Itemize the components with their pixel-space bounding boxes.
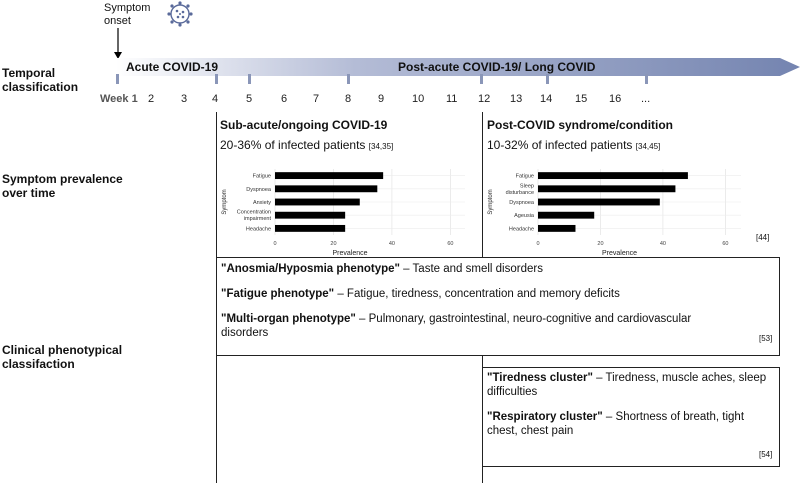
tick-week-14 <box>546 74 549 84</box>
y-label-headache: Headache <box>245 226 271 233</box>
post-acute-covid-label: Post-acute COVID-19/ Long COVID <box>398 60 596 74</box>
subacute-title: Sub-acute/ongoing COVID-19 <box>220 118 388 132</box>
chart-ref: [44] <box>756 233 770 242</box>
bar-dyspnoea <box>275 185 377 192</box>
tick-week-8 <box>347 74 350 84</box>
week-label-6: 6 <box>281 93 288 105</box>
week-label-1: Week 1 <box>100 93 138 105</box>
tick-week-17 <box>645 74 648 84</box>
bar-headache <box>538 225 575 232</box>
x-axis-label: Prevalence <box>332 250 368 257</box>
postcovid-ref: [34,45] <box>635 142 661 151</box>
x-tick-0: 0 <box>273 241 277 247</box>
respiratory-cluster <box>487 410 772 438</box>
y-label-dyspnoea: Dyspnoea <box>509 200 534 206</box>
timeline-ticks <box>0 74 800 88</box>
respiratory-title: "Respiratory cluster" <box>487 411 603 423</box>
week-label-17: ... <box>641 93 651 105</box>
week-label-11: 11 <box>446 93 458 105</box>
bar-anxiety <box>275 199 360 206</box>
tiredness-title: "Tiredness cluster" <box>487 372 593 384</box>
x-tick-0: 0 <box>536 241 540 247</box>
x-tick-20: 20 <box>330 241 337 247</box>
week-label-2: 2 <box>148 93 155 105</box>
postcovid-title: Post-COVID syndrome/condition <box>487 118 674 132</box>
phenotype-box <box>216 257 780 356</box>
bar-headache <box>275 225 345 232</box>
x-tick-60: 60 <box>447 241 454 247</box>
postcovid-symptom-chart <box>486 165 746 257</box>
y-label-dyspnoea: Dyspnoea <box>246 186 271 193</box>
week-label-15: 15 <box>575 93 588 105</box>
subacute-symptom-chart <box>220 165 470 257</box>
subacute-prevalence <box>220 138 393 152</box>
temporal-classification-label: Temporal classification <box>2 66 79 94</box>
y-label-sleep-disturbance: Sleep disturbance <box>505 183 534 196</box>
subacute-ref: [34,35] <box>368 142 394 151</box>
cluster-ref: [54] <box>759 450 773 459</box>
y-axis-label: Symptom <box>488 189 494 215</box>
subacute-prevalence-text: 20-36% of infected patients <box>220 138 366 152</box>
y-label-headache: Headache <box>508 226 534 233</box>
fatigue-desc: – Fatigue, tiredness, concentration and memory deficits <box>334 288 620 300</box>
y-label-fatigue: Fatigue <box>515 173 534 180</box>
bar-fatigue <box>275 172 383 179</box>
cluster-box <box>482 367 780 467</box>
tick-week-1 <box>116 74 119 84</box>
multi-organ-phenotype <box>221 312 741 340</box>
x-tick-60: 60 <box>722 241 729 247</box>
phenotype-ref: [53] <box>759 334 773 343</box>
week-label-8: 8 <box>345 93 352 105</box>
x-tick-40: 40 <box>659 241 666 247</box>
y-label-fatigue: Fatigue <box>252 173 271 180</box>
week-label-14: 14 <box>540 93 553 105</box>
bar-fatigue <box>538 172 688 179</box>
y-axis-label: Symptom <box>222 189 228 215</box>
week-label-16: 16 <box>609 93 622 105</box>
y-label-anxiety: Anxiety <box>252 200 271 206</box>
x-tick-20: 20 <box>597 241 604 247</box>
bar-dyspnoea <box>538 199 660 206</box>
week-label-10: 10 <box>412 93 425 105</box>
bar-concentration-impairment <box>275 212 345 219</box>
clinical-phenotypical-label: Clinical phenotypical classifaction <box>2 343 123 371</box>
week-label-9: 9 <box>378 93 385 105</box>
y-label-concentration-impairment: Concentration impairment <box>236 209 271 223</box>
anosmia-phenotype <box>221 262 543 276</box>
symptom-onset-label: Symptom onset <box>104 2 151 27</box>
x-tick-40: 40 <box>388 241 395 247</box>
x-axis-label: Prevalence <box>601 250 638 257</box>
anosmia-desc: – Taste and smell disorders <box>399 263 543 275</box>
week-label-4: 4 <box>212 93 219 105</box>
tick-week-12 <box>480 74 483 84</box>
multi-desc: – Pulmonary, gastrointestinal, neuro-cognitive and cardiovascular disorders <box>221 313 692 339</box>
week-label-3: 3 <box>181 93 188 105</box>
virus-icon <box>166 0 196 28</box>
tiredness-cluster <box>487 371 772 399</box>
fatigue-phenotype <box>221 287 620 301</box>
tick-week-4 <box>215 74 218 84</box>
week-label-7: 7 <box>313 93 320 105</box>
multi-title: "Multi-organ phenotype" <box>221 313 356 325</box>
fatigue-title: "Fatigue phenotype" <box>221 288 335 300</box>
tiredness-desc: – Tiredness, muscle aches, sleep difficulties <box>487 372 767 398</box>
y-label-ageusia: Ageusia <box>514 213 534 220</box>
tick-week-5 <box>248 74 251 84</box>
postcovid-prevalence <box>487 138 660 152</box>
bar-sleep-disturbance <box>538 185 675 192</box>
bar-ageusia <box>538 212 594 219</box>
symptom-prevalence-label: Symptom prevalence over time <box>2 172 123 200</box>
postcovid-prevalence-text: 10-32% of infected patients <box>487 138 633 152</box>
acute-covid-label: Acute COVID-19 <box>126 60 219 74</box>
week-label-13: 13 <box>510 93 523 105</box>
anosmia-title: "Anosmia/Hyposmia phenotype" <box>221 263 400 275</box>
week-label-12: 12 <box>478 93 491 105</box>
week-label-5: 5 <box>246 93 253 105</box>
respiratory-desc: – Shortness of breath, tight chest, chest pain <box>487 411 745 437</box>
